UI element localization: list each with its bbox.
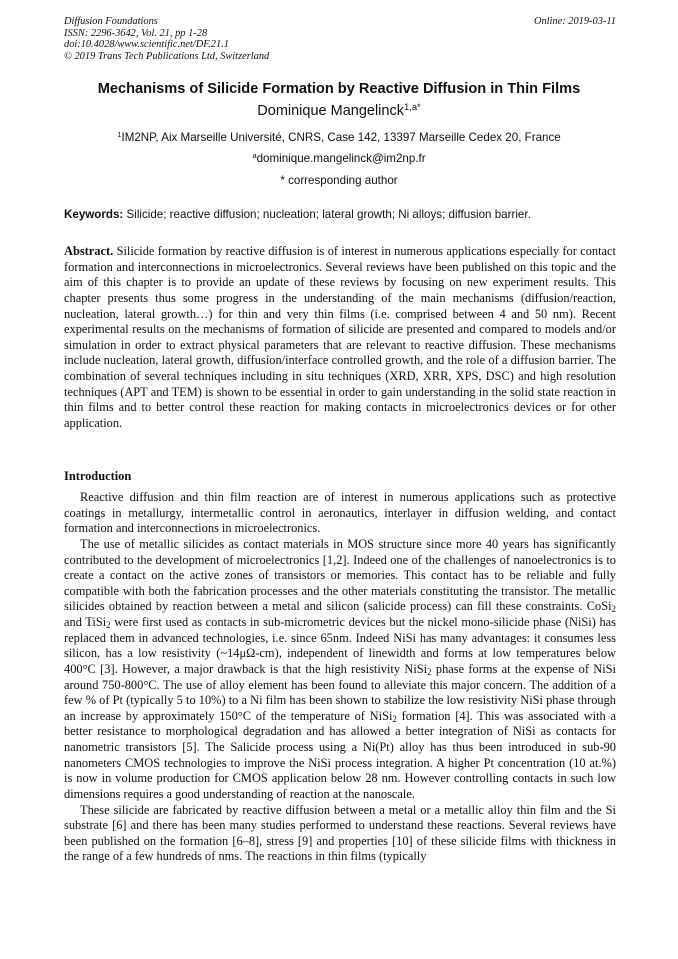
paragraph: These silicide are fabricated by reactive diffusion between a metal or a metallic alloy thin film and the Si substrate [6] and there has been many studies performed to understand these reactions. Several reviews have been published on the formation [6–8], stress [9] and properties [10] of these silicide films with thickness in the range of a few hundreds of nms. The reactions in thin films (typically [64,802,616,864]
keywords-text: Silicide; reactive diffusion; nucleation; lateral growth; Ni alloys; diffusion barrier. [126,208,531,221]
abstract [64,244,616,432]
abstract-text: Silicide formation by reactive diffusion is of interest in numerous applications especially for contact formation and interconnections in microelectronics. Several reviews have been published on this topic and the aim of this chapter is to provide an update of these reviews by focusing on new experiment results. This chapter presents thus some progress in the understanding of the main mechanisms (diffusion/reaction, nucleation, lateral growth…) for thin and very thin films (i.e. comprised between 4 and 50 nm). Recent experimental results on the mechanisms of formation of silicide are presented and compared to models and/or simulation in order to extract physical parameters that are relevant to reactive diffusion. These mechanisms include nucleation, lateral growth, diffusion/interface controlled growth, and the role of a diffusion barrier. The combination of several techniques including in situ techniques (XRD, XRR, XPS, DSC) and high resolution techniques (APT and TEM) is shown to be essential in order to gain understanding in the solid state reaction in thin films and to better control these reaction for making contacts in microelectronics devices or for other application. [64,244,616,430]
paragraph: The use of metallic silicides as contact materials in MOS structure since more 40 years has significantly contributed to the development of microelectronics [1,2]. Indeed one of the challenges of nanoelectronics is to create a contact on the active zones of transistors or memories. This contact has to be reliable and fully compatible with both the fabrication processes and the other materials constituting the transistor. The metallic silicides obtained by reaction between a metal and silicon (salicide process) can fill these constraints. CoSi$_2$ and TiSi$_2$ were first used as contacts in sub-micrometric devices but the nickel mono-silicide phase (NiSi) has replaced them in advanced technologies, i.e. since 65nm. Indeed NiSi has many advantages: it consumes less silicon, has a low resistivity (~14μΩ-cm), independent of linewidth and forms at low temperatures below 400°C [3]. However, a major drawback is that the high resistivity NiSi$_2$ phase forms at the expense of NiSi around 750-800°C. The use of alloy element has been found to alleviate this major concern. The addition of a few % of Pt (typically 5 to 10%) to a Ni film has been shown to stabilize the low resistivity NiSi phase through an increase by approximately 150°C of the temperature of NiSi$_2$ formation [4]. This was associated with a better resistance to morphological degradation and has allowed a better integration of NiSi as contacts for nanometric transistors [5]. The Salicide process using a Ni(Pt) alloy has thus been introduced in sub-90 nanometers CMOS technologies to improve the NiSi process integration. A higher Pt concentration (10 at.%) is now in volume production for CMOS application below 28 nm. However controlling contacts in such low dimensions requires a good understanding of reaction at the nanoscale. [64,536,616,801]
online-date: Online: 2019-03-11 [533,16,616,27]
journal-name: Diffusion Foundations [64,16,158,27]
introduction-heading: Introduction [64,469,132,483]
paper-title: Mechanisms of Silicide Formation by Reactive Diffusion in Thin Films [97,81,581,97]
author-email [40,152,638,165]
affiliation-text: IM2NP, Aix Marseille Université, CNRS, Case 142, 13397 Marseille Cedex 20, France [121,131,561,144]
author-marks: 1,a* [403,100,421,112]
paragraph: Reactive diffusion and thin film reaction are of interest in numerous applications such as protective coatings in metallurgy, intermetallic control in aeronautics, interlayer in diffusion welding, and contact formation and interconnections in microelectronics. [64,490,616,536]
keywords-label: Keywords: [64,208,124,221]
issn-line: ISSN: 2296-3642, Vol. 21, pp 1-28 [64,27,208,39]
copyright-line: © 2019 Trans Tech Publications Ltd, Switzerland [64,50,270,62]
introduction-body [64,490,616,865]
abstract-label: Abstract. [64,244,114,258]
doi-line[interactable]: doi:10.4028/www.scientific.net/DF.21.1 [64,39,229,51]
journal-header [64,16,616,62]
email-mark: a [252,150,257,160]
author-name: Dominique Mangelinck [257,103,404,119]
corresponding-note: * corresponding author [280,174,398,187]
email-address[interactable]: dominique.mangelinck@im2np.fr [256,152,426,165]
author-line [40,100,638,119]
affiliation-mark: 1 [117,129,122,139]
affiliation [40,131,638,144]
keywords [64,208,616,221]
